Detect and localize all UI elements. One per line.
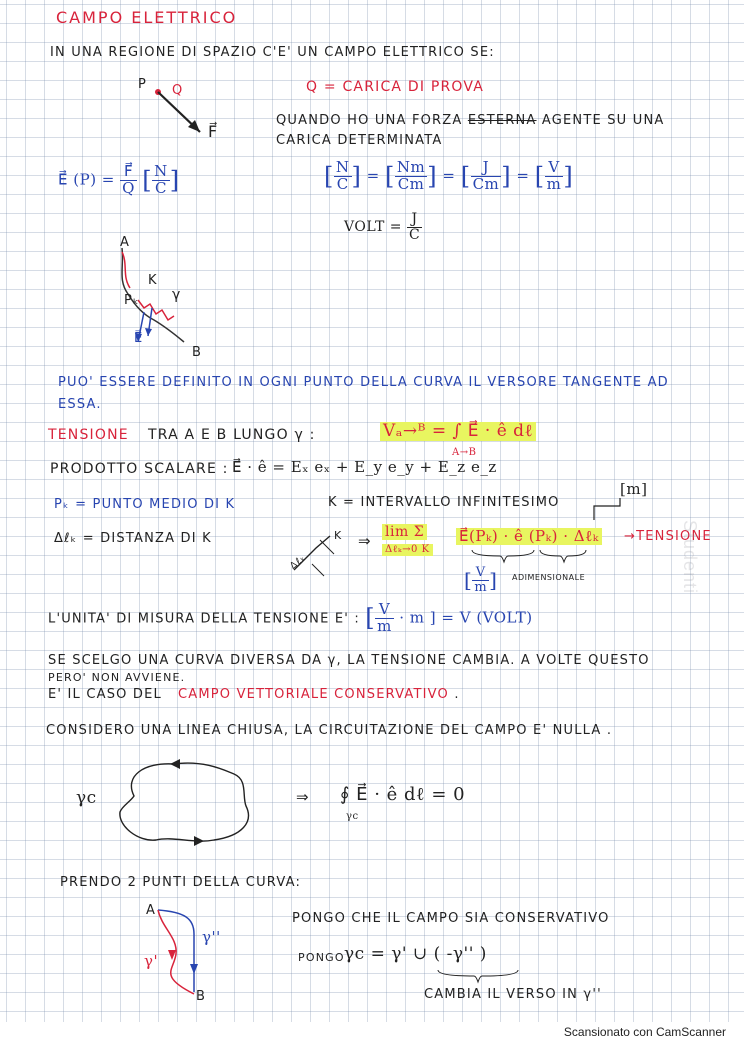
- limit-result: →TENSIONE: [624, 529, 712, 544]
- unit-meter: [m]: [620, 480, 648, 498]
- fig5-b: B: [196, 989, 207, 1004]
- tension-between: TRA A E B LUNGO γ :: [148, 427, 316, 443]
- dimensionless-note: ADIMENSIONALE: [512, 573, 586, 582]
- label-pk: Pₖ: [124, 293, 140, 308]
- fig3-dl: Δℓₖ: [288, 552, 309, 572]
- scalar-formula: E⃗ · ê = Eₓ eₓ + E_y e_y + E_z e_z: [232, 458, 497, 476]
- bracket-arrow: [588, 496, 628, 526]
- point-b: B: [192, 345, 203, 360]
- curve-note-2: ESSA.: [58, 397, 102, 412]
- tension-label: TENSIONE: [48, 427, 129, 443]
- reverse-brace: [436, 968, 520, 986]
- label-f: F⃗: [208, 122, 219, 141]
- dlk-definition: Δℓₖ = DISTANZA DI K: [54, 531, 212, 546]
- unit-measure: L'UNITA' DI MISURA DELLA TENSIONE E' : [ $\frac{V}{m}$ · m ] = V (VOLT): [48, 600, 533, 635]
- limit-subscript: Δℓₖ→0 K: [382, 544, 433, 556]
- closed-curve-label: γc: [76, 788, 97, 808]
- limit-arrow: ⇒: [358, 532, 372, 550]
- pongo-formula: γc = γ' ∪ ( -γ'' ): [344, 944, 487, 964]
- field-definition: E⃗ (P) = $\frac{F⃗}{Q}$ [ $\frac{N}{C}$ ]: [58, 162, 180, 197]
- conservative-case: E' IL CASO DEL CAMPO VETTORIALE CONSERVATIVO .: [48, 687, 460, 702]
- closed-line: CONSIDERO UNA LINEA CHIUSA, LA CIRCUITAZIONE DEL CAMPO E' NULLA .: [46, 723, 613, 738]
- pongo-label: PONGO: [298, 951, 345, 964]
- label-q: Q: [172, 83, 184, 98]
- take-points: PRENDO 2 PUNTI DELLA CURVA:: [60, 875, 302, 890]
- limit-unit-vm: [ $\frac{V}{m}$ ]: [464, 565, 498, 595]
- force-note: QUANDO HO UNA FORZA ESTERNA AGENTE SU UNA: [276, 113, 665, 128]
- circulation-formula: ∮ E⃗ · ê dℓ = 0: [340, 784, 466, 805]
- pk-definition: Pₖ = PUNTO MEDIO DI K: [54, 497, 236, 512]
- label-p: P: [138, 77, 148, 92]
- tension-subscript: A→B: [452, 447, 477, 458]
- test-charge-def: Q = CARICA DI PROVA: [306, 79, 485, 95]
- label-gamma: γ: [172, 287, 182, 303]
- tension-formula: Vₐ→ᴮ = ∫ E⃗ · ê dℓ: [380, 422, 536, 441]
- force-note-2: CARICA DETERMINATA: [276, 133, 443, 148]
- watermark: Studenti: [680, 520, 700, 595]
- two-paths-diagram: [148, 904, 228, 1000]
- label-k: K: [148, 273, 158, 288]
- reverse-note: CAMBIA IL VERSO IN γ'': [424, 987, 602, 1002]
- closed-curve-diagram: [104, 756, 264, 852]
- k-definition: K = INTERVALLO INFINITESIMO: [328, 495, 560, 510]
- volt-definition: VOLT = $\frac{J}{C}$: [344, 211, 421, 243]
- fig5-a: A: [146, 903, 157, 918]
- page-title: CAMPO ELETTRICO: [56, 8, 238, 27]
- fig5-gamma1: γ': [144, 952, 159, 970]
- choose-curve-2: PERO' NON AVVIENE.: [48, 671, 186, 684]
- label-e: E⃗: [134, 331, 144, 346]
- limit-body: E⃗(Pₖ) · ê (Pₖ) · Δℓₖ: [456, 528, 602, 545]
- scalar-label: PRODOTTO SCALARE :: [50, 461, 229, 477]
- closed-arrow: ⇒: [296, 788, 310, 806]
- scanner-footer: Scansionato con CamScanner: [563, 1025, 726, 1039]
- fig3-k: K: [334, 529, 343, 542]
- point-a: A: [120, 235, 131, 250]
- unit-equivalences: [ $\frac{N}{C}$ ] = [ $\frac{Nm}{Cm}$ ] = [ $\frac{J}{Cm}$ ] = [ $\frac{V}{m}$ ]: [324, 158, 574, 193]
- suppose-conservative: PONGO CHE IL CAMPO SIA CONSERVATIVO: [292, 911, 610, 926]
- curve-note-1: PUO' ESSERE DEFINITO IN OGNI PUNTO DELLA CURVA IL VERSORE TANGENTE AD: [58, 375, 669, 390]
- choose-curve-1: SE SCELGO UNA CURVA DIVERSA DA γ, LA TENSIONE CAMBIA. A VOLTE QUESTO: [48, 653, 650, 668]
- limit-lim: lim Σ: [382, 524, 427, 540]
- intro-line: IN UNA REGIONE DI SPAZIO C'E' UN CAMPO ELETTRICO SE:: [50, 45, 495, 60]
- fig5-gamma2: γ'': [202, 928, 221, 946]
- circulation-subscript: γc: [346, 811, 359, 822]
